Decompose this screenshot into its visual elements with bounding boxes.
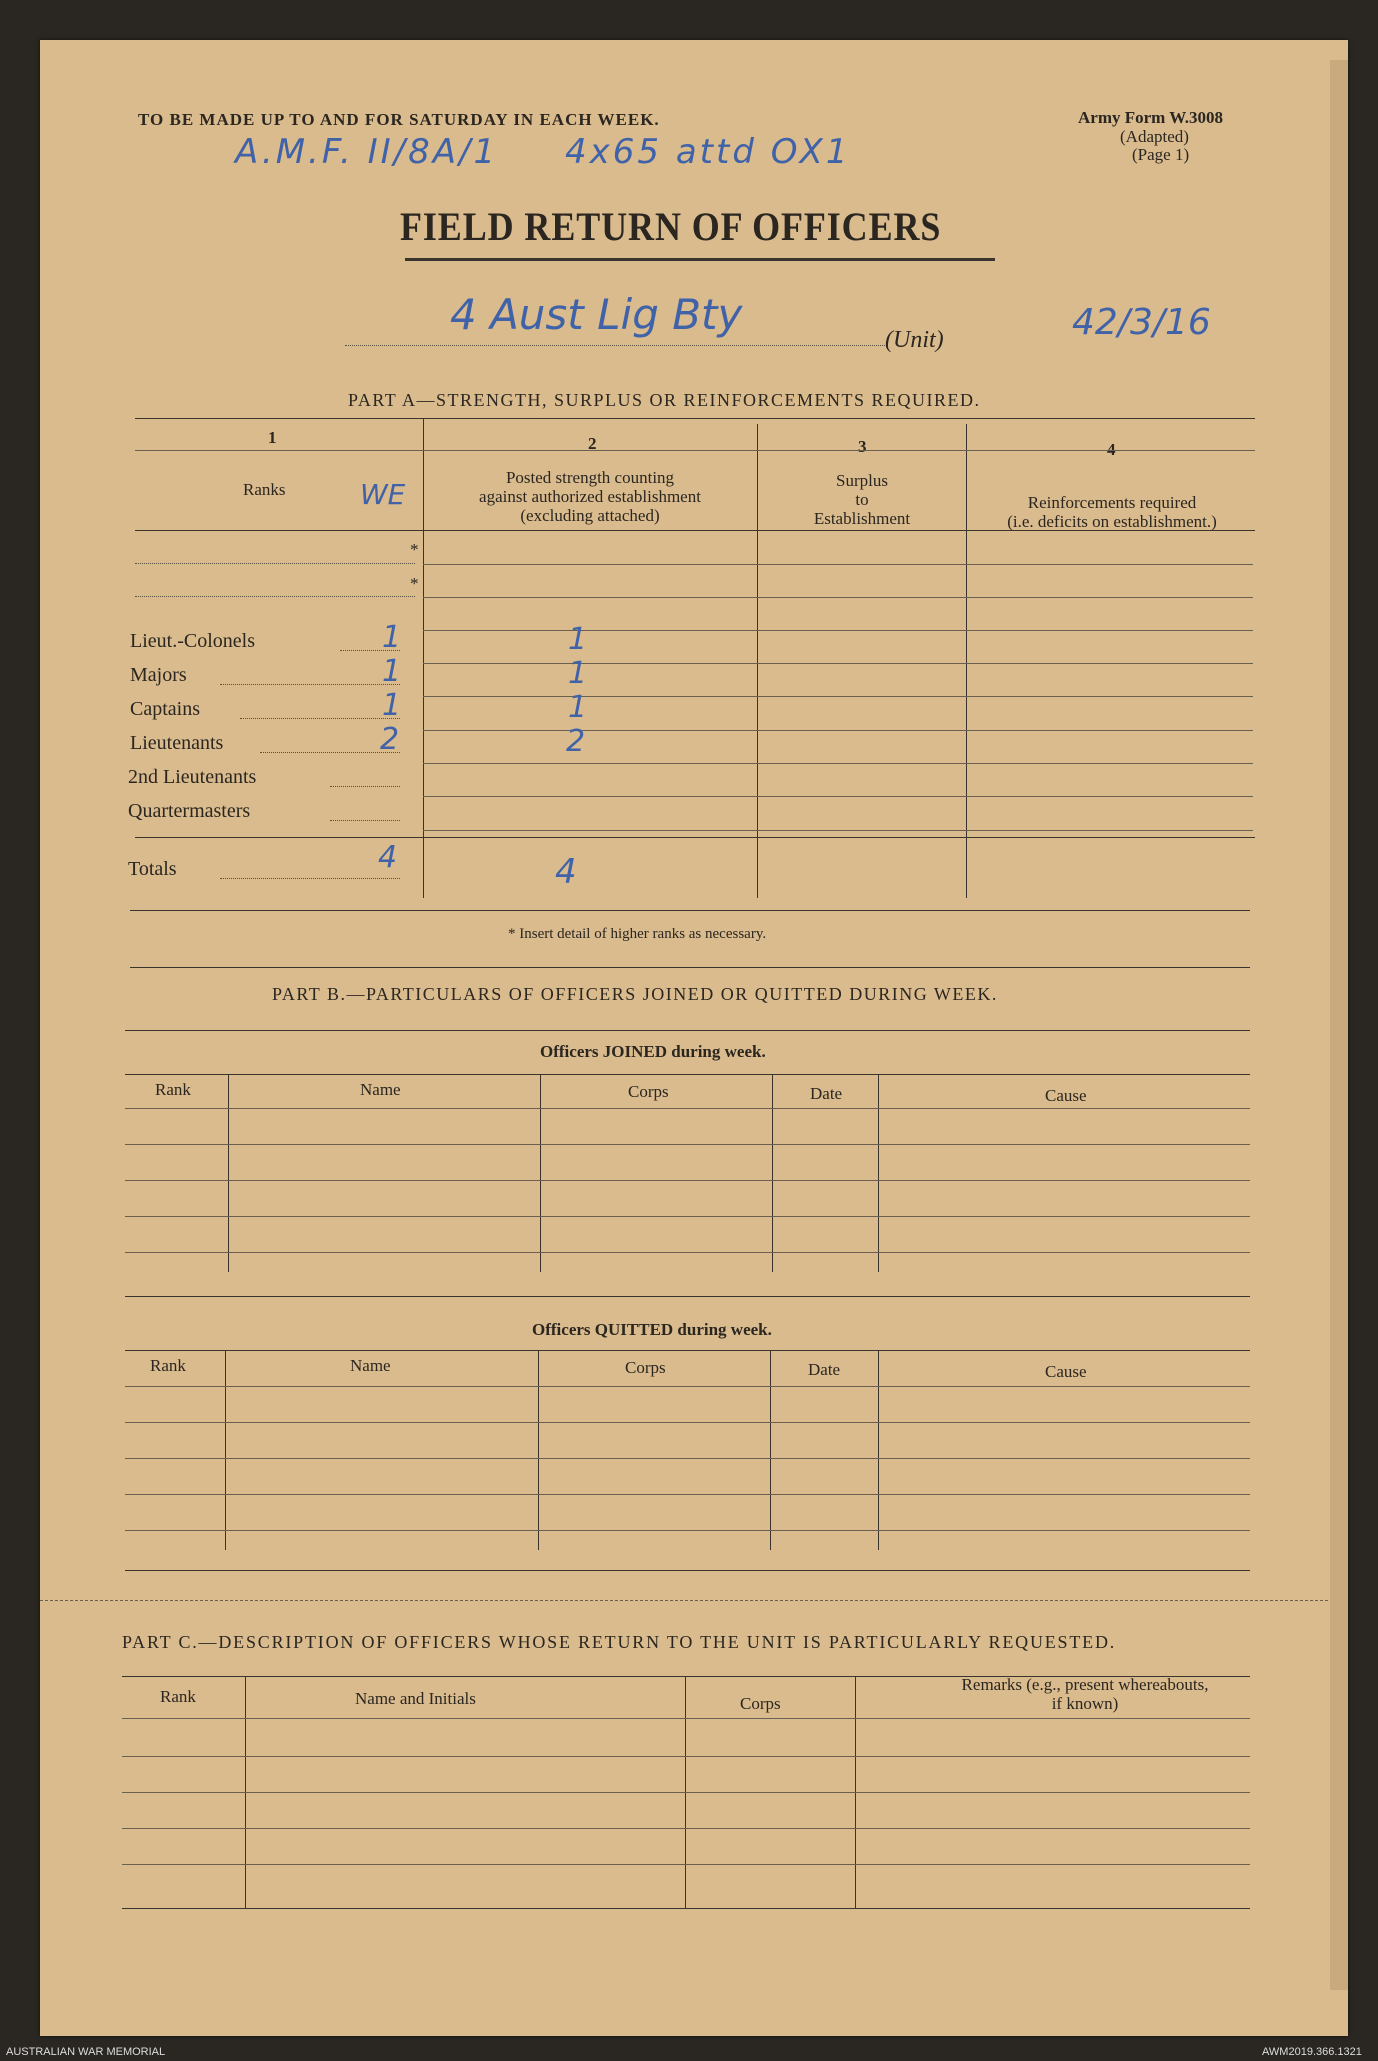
we-handwritten: WE bbox=[360, 478, 406, 511]
reinforcements-header bbox=[1007, 493, 1217, 531]
grid-line bbox=[423, 630, 1253, 631]
joined-table-top bbox=[125, 1074, 1250, 1075]
posted-header-line-2: against authorized establishment bbox=[479, 487, 701, 506]
grid-line bbox=[423, 730, 1253, 731]
col-divider bbox=[770, 1350, 771, 1550]
posted-value: 2 bbox=[566, 724, 586, 759]
row-line bbox=[125, 1458, 1250, 1459]
grid-line bbox=[423, 663, 1253, 664]
leader-dots bbox=[330, 786, 400, 787]
title-underline bbox=[405, 258, 995, 261]
row-line bbox=[122, 1864, 1250, 1865]
col-divider bbox=[878, 1350, 879, 1550]
part-b-heading: PART B.—PARTICULARS OF OFFICERS JOINED OR QUITTED DURING WEEK. bbox=[272, 984, 998, 1004]
col-divider bbox=[538, 1350, 539, 1550]
we-value: 1 bbox=[382, 620, 402, 655]
sheet-edge bbox=[1330, 60, 1348, 1990]
totals-rule bbox=[135, 837, 1255, 838]
col-divider bbox=[540, 1074, 541, 1272]
part-a-bottom-rule bbox=[130, 910, 1250, 911]
part-a-header-bottom bbox=[135, 530, 1255, 531]
quitted-table-bottom bbox=[125, 1570, 1250, 1571]
instruction-text: TO BE MADE UP TO AND FOR SATURDAY IN EACH WEEK. bbox=[138, 110, 660, 129]
posted-value: 1 bbox=[568, 690, 588, 725]
row-line bbox=[122, 1718, 1250, 1719]
joined-title: Officers JOINED during week. bbox=[540, 1042, 766, 1061]
date-handwritten: 42/3/16 bbox=[1072, 302, 1211, 343]
handwritten-note: 4x65 attd OX1 bbox=[565, 132, 851, 172]
we-value: 1 bbox=[382, 654, 402, 689]
leader-dots bbox=[260, 752, 400, 753]
quitted-col-corps: Corps bbox=[625, 1358, 666, 1377]
part-a-col-divider-2 bbox=[757, 424, 758, 898]
leader-dots bbox=[220, 684, 400, 685]
col-divider bbox=[878, 1074, 879, 1272]
col-divider bbox=[228, 1074, 229, 1272]
part-a-header-rule bbox=[135, 450, 1255, 451]
star-mark-1: * bbox=[410, 540, 419, 559]
unit-label: (Unit) bbox=[885, 327, 944, 353]
col-num-1: 1 bbox=[268, 428, 277, 447]
row-line bbox=[125, 1386, 1250, 1387]
joined-col-name: Name bbox=[360, 1080, 401, 1099]
totals-we: 4 bbox=[378, 840, 398, 875]
form-number: Army Form W.3008 bbox=[1078, 108, 1223, 127]
row-line bbox=[125, 1144, 1250, 1145]
totals-posted: 4 bbox=[555, 852, 577, 892]
col-divider bbox=[772, 1074, 773, 1272]
totals-label: Totals bbox=[128, 858, 177, 880]
leader-dots bbox=[330, 820, 400, 821]
grid-line bbox=[423, 564, 1253, 565]
posted-header-line-3: (excluding attached) bbox=[520, 506, 660, 525]
part-c-col-rank: Rank bbox=[160, 1687, 196, 1706]
part-a-col-divider-1 bbox=[423, 418, 424, 898]
handwritten-reference: A.M.F. II/8A/1 bbox=[235, 132, 499, 172]
remarks-line-1: Remarks (e.g., present whereabouts, bbox=[961, 1675, 1209, 1694]
surplus-header-line-1: Surplus bbox=[836, 471, 888, 490]
surplus-header bbox=[814, 471, 910, 528]
posted-header-line-1: Posted strength counting bbox=[505, 468, 675, 487]
footer-archive: AUSTRALIAN WAR MEMORIAL bbox=[6, 2046, 166, 2058]
col-num-4: 4 bbox=[1107, 440, 1116, 459]
joined-col-cause: Cause bbox=[1045, 1086, 1087, 1105]
star-row-line-2 bbox=[135, 596, 415, 597]
part-c-table-bottom bbox=[122, 1908, 1250, 1909]
joined-table-bottom bbox=[125, 1296, 1250, 1297]
quitted-col-date: Date bbox=[808, 1360, 841, 1379]
part-c-col-remarks bbox=[962, 1675, 1209, 1713]
we-value: 1 bbox=[382, 688, 402, 723]
star-row-line-1 bbox=[135, 563, 415, 564]
quitted-title: Officers QUITTED during week. bbox=[532, 1320, 772, 1339]
part-a-heading: PART A—STRENGTH, SURPLUS OR REINFORCEMENTS REQUIRED. bbox=[348, 390, 981, 410]
row-line bbox=[125, 1108, 1250, 1109]
we-value: 2 bbox=[380, 722, 400, 757]
rank-label: Quartermasters bbox=[128, 800, 251, 822]
leader-dots bbox=[240, 718, 400, 719]
joined-col-rank: Rank bbox=[155, 1080, 191, 1099]
posted-value: 1 bbox=[568, 656, 588, 691]
grid-line bbox=[423, 763, 1253, 764]
rank-label: Lieut.-Colonels bbox=[130, 630, 255, 652]
rank-label: Captains bbox=[130, 698, 200, 720]
surplus-header-line-3: Establishment bbox=[813, 509, 911, 528]
star-mark-2: * bbox=[410, 574, 419, 593]
reinforcements-header-line-1: Reinforcements required bbox=[1027, 493, 1197, 512]
quitted-col-cause: Cause bbox=[1045, 1362, 1087, 1381]
col-num-3: 3 bbox=[858, 437, 867, 456]
part-b-top-rule bbox=[130, 967, 1250, 968]
rank-label: 2nd Lieutenants bbox=[128, 766, 257, 788]
form-page: (Page 1) bbox=[1132, 145, 1190, 164]
unit-dotted-line bbox=[345, 345, 885, 346]
row-line bbox=[125, 1422, 1250, 1423]
col-divider bbox=[225, 1350, 226, 1550]
row-line bbox=[122, 1792, 1250, 1793]
grid-line bbox=[423, 696, 1253, 697]
joined-col-date: Date bbox=[810, 1084, 843, 1103]
quitted-table-top bbox=[125, 1350, 1250, 1351]
row-line bbox=[125, 1530, 1250, 1531]
quitted-col-rank: Rank bbox=[150, 1356, 186, 1375]
quitted-col-name: Name bbox=[350, 1356, 391, 1375]
joined-col-corps: Corps bbox=[628, 1082, 669, 1101]
perforation-line bbox=[40, 1600, 1348, 1601]
part-a-top-rule bbox=[135, 418, 1255, 419]
row-line bbox=[125, 1494, 1250, 1495]
row-line bbox=[125, 1180, 1250, 1181]
posted-value: 1 bbox=[568, 622, 588, 657]
rank-label: Lieutenants bbox=[130, 732, 224, 754]
surplus-header-line-2: to bbox=[855, 490, 869, 509]
part-b-rule bbox=[125, 1030, 1250, 1031]
row-line bbox=[125, 1252, 1250, 1253]
form-sheet bbox=[40, 40, 1348, 2036]
reinforcements-header-line-2: (i.e. deficits on establishment.) bbox=[1007, 512, 1217, 531]
unit-handwritten: 4 Aust Lig Bty bbox=[450, 290, 743, 339]
part-c-col-name: Name and Initials bbox=[355, 1689, 476, 1708]
posted-strength-header bbox=[479, 468, 701, 525]
ranks-header: Ranks bbox=[243, 480, 286, 499]
page-title: FIELD RETURN OF OFFICERS bbox=[400, 204, 942, 249]
leader-dots bbox=[220, 878, 400, 879]
part-c-col-corps: Corps bbox=[740, 1694, 781, 1713]
row-line bbox=[122, 1756, 1250, 1757]
row-line bbox=[122, 1828, 1250, 1829]
rank-label: Majors bbox=[130, 664, 187, 686]
row-line bbox=[125, 1216, 1250, 1217]
footer-accession: AWM2019.366.1321 bbox=[1262, 2046, 1362, 2058]
grid-line bbox=[423, 796, 1253, 797]
part-a-col-divider-3 bbox=[966, 424, 967, 898]
grid-line bbox=[423, 597, 1253, 598]
grid-line bbox=[423, 830, 1253, 831]
form-adapted: (Adapted) bbox=[1120, 127, 1189, 146]
remarks-line-2: if known) bbox=[1051, 1694, 1119, 1713]
col-num-2: 2 bbox=[588, 434, 597, 453]
part-c-heading: PART C.—DESCRIPTION OF OFFICERS WHOSE RETURN TO THE UNIT IS PARTICULARLY REQUESTED. bbox=[122, 1632, 1117, 1652]
footnote: * Insert detail of higher ranks as necessary. bbox=[508, 926, 767, 942]
